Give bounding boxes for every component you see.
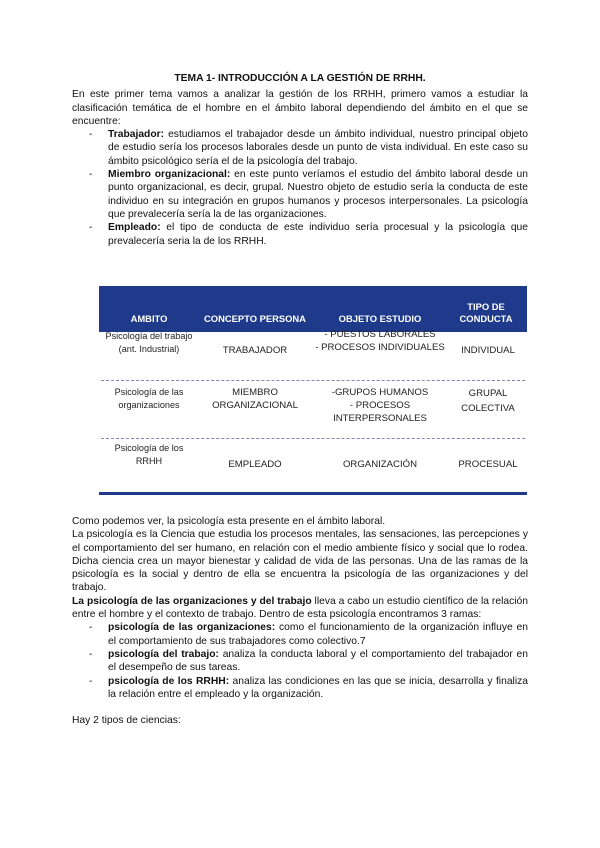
header-ambito: AMBITO xyxy=(130,313,168,324)
list-item-text: analiza la conducta laboral y el comportamiento del trabajador en el desempeño de sus tareas. xyxy=(108,648,528,674)
list-item xyxy=(108,221,528,248)
cell-concepto: EMPLEADO xyxy=(228,459,282,470)
header-tipo-conducta: TIPO DE CONDUCTA xyxy=(459,301,513,324)
list-item-text: el tipo de conducta de este individuo sería procesual y la psicología que prevalecería seria la de los RRHH. xyxy=(108,222,528,247)
list-item xyxy=(108,128,528,168)
list-item-term: psicología del trabajo: xyxy=(108,648,219,660)
list-item xyxy=(108,675,528,702)
list-item-term: Miembro organizacional: xyxy=(108,169,231,181)
cell-conducta: PROCESUAL xyxy=(458,459,518,470)
table-row xyxy=(99,384,527,438)
branches-list xyxy=(72,621,528,701)
document-body xyxy=(72,515,528,727)
intro-paragraph: En este primer tema vamos a analizar la gestión de los RRHH, primero vamos a estudiar la clasificación temática de el hombre en el ámbito laboral dependiendo del ámbito en el que se encuentre: xyxy=(72,89,528,127)
cell-conducta: INDIVIDUAL xyxy=(461,345,515,356)
cell-objeto: -GRUPOS HUMANOS - PROCESOS INTERPERSONALES xyxy=(331,387,429,424)
list-item-text: como el funcionamiento de la organización influye en el comportamiento de sus trabajadores como colectivo.7 xyxy=(108,622,528,647)
person-concept-list xyxy=(72,128,528,248)
list-item-term: Empleado: xyxy=(108,222,161,234)
table-row xyxy=(99,330,527,376)
list-item-text: en este punto veríamos el estudio del ámbito laboral desde un punto organizacional, es decir, grupal. Nuestro objeto de estudio sería la conducta de este individuo en su integración en grupos humanos y procesos interpersonales. La psicología que prevalecería sería la de las organizaciones. xyxy=(108,169,529,220)
table-row xyxy=(99,442,527,488)
header-concepto-persona: CONCEPTO PERSONA xyxy=(204,313,306,324)
list-item-term: Trabajador: xyxy=(108,129,165,141)
cell-objeto: ORGANIZACIÓN xyxy=(342,459,418,470)
paragraph-organizaciones xyxy=(72,595,528,622)
cell-ambito: Psicología de los RRHH xyxy=(114,443,184,466)
paragraph-psicologia: La psicología es la Ciencia que estudia los procesos mentales, las sensaciones, las percepciones y el comportamiento del ser humano, en relación con el medio ambiente físico y social que lo rodea. Dicha ciencia crea un mayor bienestar y calidad de vida de las personas. Una de las ramas de la psicología es la social y dentro de ella se encuentra la psicología de las organizaciones y del trabajo. xyxy=(72,529,528,594)
cell-ambito: Psicología de las organizaciones xyxy=(114,387,184,410)
cell-ambito: Psicología del trabajo (ant. Industrial) xyxy=(105,331,193,354)
paragraph-lead: La psicología de las organizaciones y del trabajo xyxy=(72,595,312,607)
header-objeto-estudio: OBJETO ESTUDIO xyxy=(338,313,422,324)
paragraph-hay: Hay 2 tipos de ciencias: xyxy=(72,715,181,727)
classification-table xyxy=(99,286,527,495)
list-item-term: psicología de las organizaciones: xyxy=(108,622,276,634)
paragraph-text: lleva a cabo un estudio científico de la relación entre el hombre y el contexto de trabajo. Dentro de esta psicología encontramos 3 ramas: xyxy=(72,595,528,621)
row-divider xyxy=(101,438,525,439)
list-item xyxy=(108,621,528,648)
list-item xyxy=(108,168,528,221)
row-divider xyxy=(101,380,525,381)
cell-objeto: - PUESTOS LABORALES - PROCESOS INDIVIDUALES xyxy=(315,329,445,353)
document-page xyxy=(72,72,528,248)
page-title: TEMA 1- INTRODUCCIÓN A LA GESTIÓN DE RRHH. xyxy=(174,73,426,84)
cell-conducta: GRUPAL COLECTIVA xyxy=(461,388,515,414)
list-item-text: estudiamos el trabajador desde un ámbito individual, nuestro principal objeto de estudio sería los procesos laborales desde un punto de vista individual. En este caso su ámbito psicológico sería el de la psicología del trabajo. xyxy=(108,129,528,167)
cell-concepto: MIEMBRO ORGANIZACIONAL xyxy=(212,387,298,411)
paragraph-como: Como podemos ver, la psicología esta presente en el ámbito laboral. xyxy=(72,516,386,527)
list-item-term: psicología de los RRHH: xyxy=(108,675,230,687)
list-item-text: analiza las condiciones en las que se inicia, desarrolla y finaliza la relación entre el empleado y la organización. xyxy=(108,675,528,700)
table-header xyxy=(99,286,527,332)
cell-concepto: TRABAJADOR xyxy=(222,345,288,356)
list-item xyxy=(108,648,528,675)
